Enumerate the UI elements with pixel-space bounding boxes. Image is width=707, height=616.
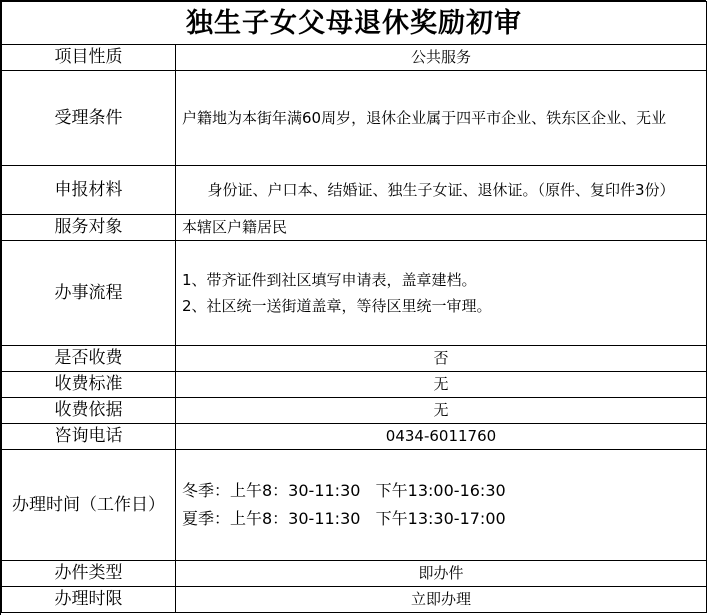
nature-label: 项目性质 <box>2 45 176 71</box>
table-row <box>2 45 707 71</box>
table-row <box>2 71 707 166</box>
table-row <box>2 372 707 398</box>
type-value: 即办件 <box>176 561 707 587</box>
conditions-value: 户籍地为本街年满60周岁，退休企业属于四平市企业、铁东区企业、无业 <box>176 71 707 166</box>
fee-label: 是否收费 <box>2 346 176 372</box>
table-row <box>2 215 707 241</box>
hours-value <box>176 450 707 561</box>
page-title: 独生子女父母退休奖励初审 <box>2 2 707 45</box>
table-row <box>2 587 707 613</box>
winter-hours: 冬季：上午8：30-11:30 下午13:00-16:30 <box>182 481 506 500</box>
table-row <box>2 424 707 450</box>
phone-label: 咨询电话 <box>2 424 176 450</box>
type-label: 办件类型 <box>2 561 176 587</box>
table-row <box>2 241 707 346</box>
table-row <box>2 398 707 424</box>
fee-basis-label: 收费依据 <box>2 398 176 424</box>
process-label: 办事流程 <box>2 241 176 346</box>
materials-label: 申报材料 <box>2 166 176 215</box>
summer-hours: 夏季：上午8：30-11:30 下午13:30-17:00 <box>182 509 506 528</box>
fee-value: 否 <box>176 346 707 372</box>
service-table <box>1 1 707 613</box>
target-label: 服务对象 <box>2 215 176 241</box>
fee-basis-value: 无 <box>176 398 707 424</box>
fee-standard-label: 收费标准 <box>2 372 176 398</box>
target-value: 本辖区户籍居民 <box>176 215 707 241</box>
table-row <box>2 166 707 215</box>
deadline-label: 办理时限 <box>2 587 176 613</box>
deadline-value: 立即办理 <box>176 587 707 613</box>
table-row <box>2 450 707 561</box>
fee-standard-value: 无 <box>176 372 707 398</box>
hours-label: 办理时间（工作日） <box>2 450 176 561</box>
conditions-label: 受理条件 <box>2 71 176 166</box>
process-step: 2、社区统一送街道盖章，等待区里统一审理。 <box>182 297 492 315</box>
materials-value: 身份证、户口本、结婚证、独生子女证、退休证。（原件、复印件3份） <box>176 166 707 215</box>
table-row <box>2 561 707 587</box>
table-row <box>2 346 707 372</box>
phone-value: 0434-6011760 <box>176 424 707 450</box>
process-step: 1、带齐证件到社区填写申请表，盖章建档。 <box>182 271 477 289</box>
nature-value: 公共服务 <box>176 45 707 71</box>
process-value <box>176 241 707 346</box>
title-row <box>2 2 707 45</box>
